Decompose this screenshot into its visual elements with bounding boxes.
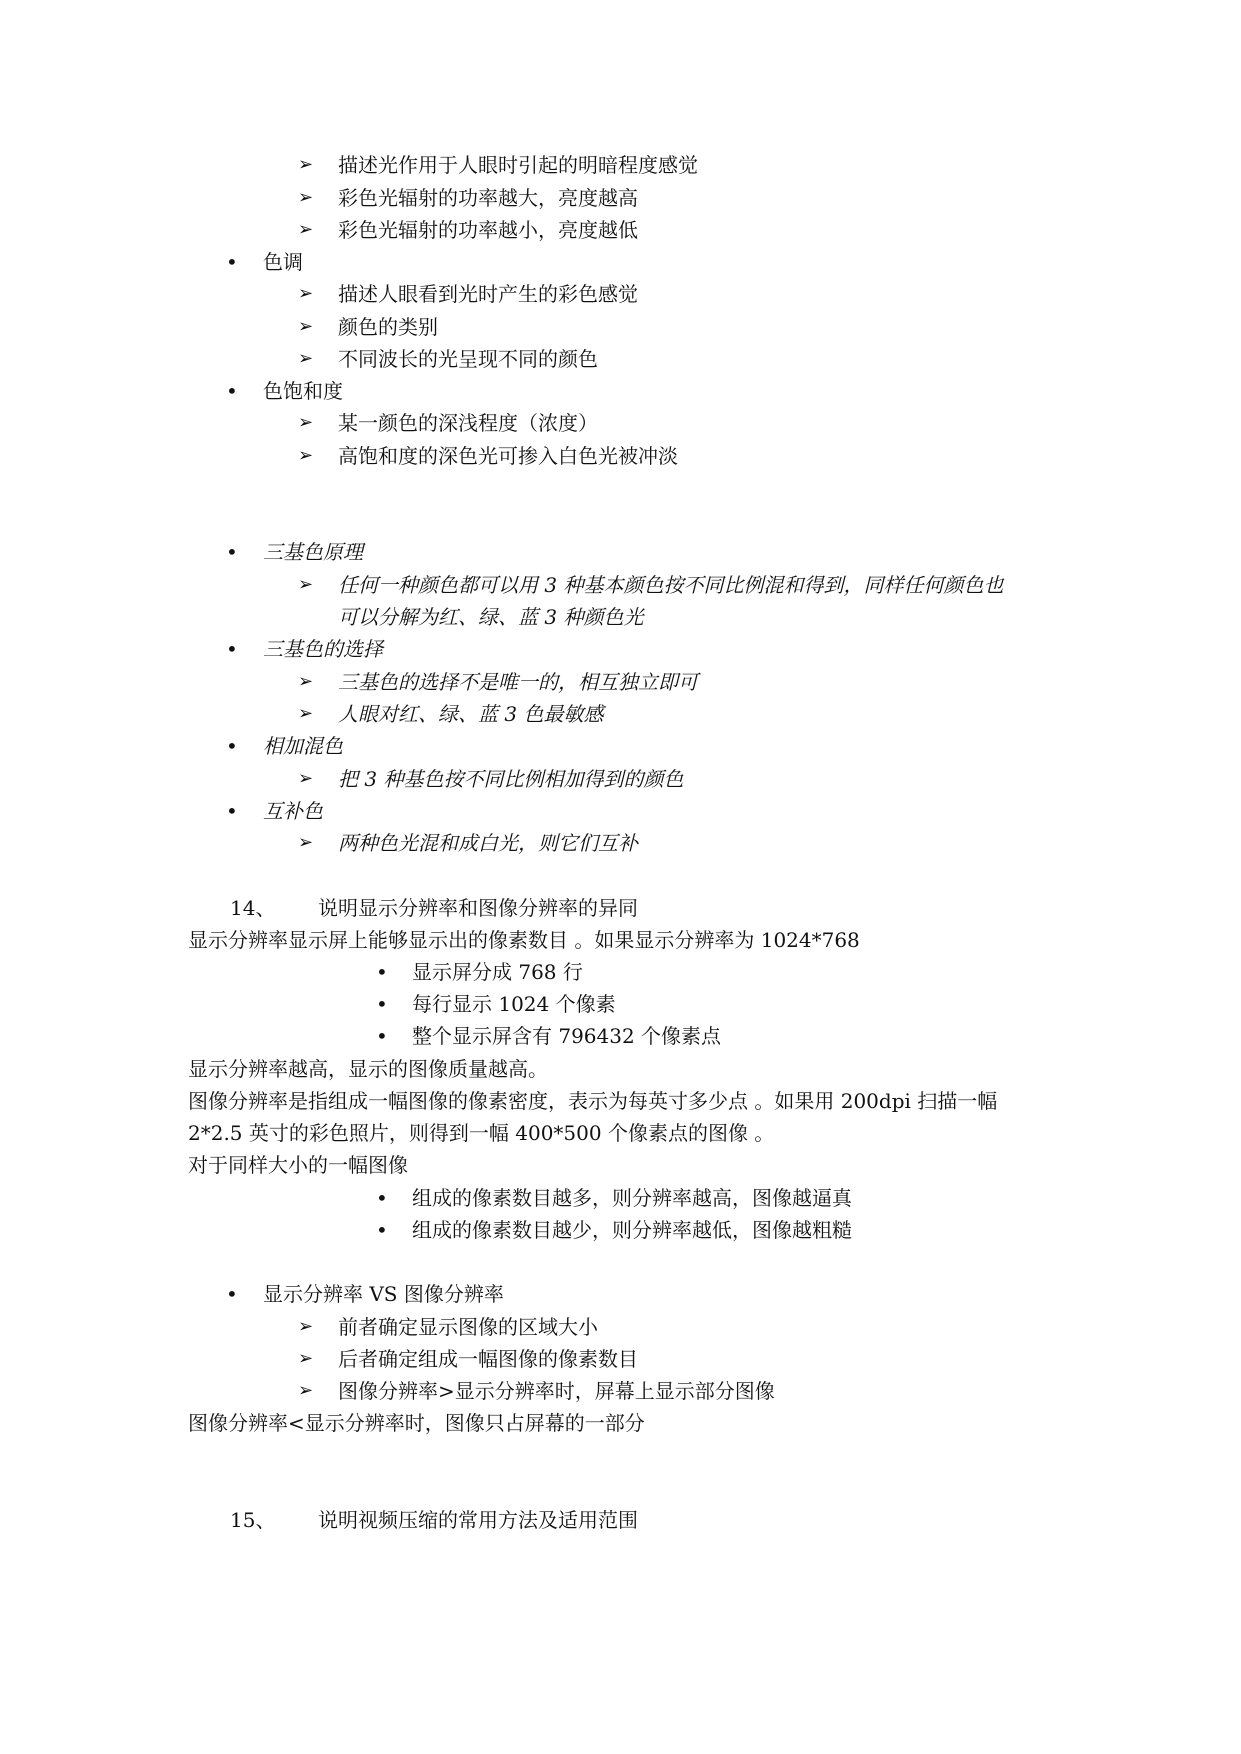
bullet-icon: • — [226, 379, 238, 403]
primaries-line-2: 可以分解为红、绿、蓝 3 种颜色光 — [338, 605, 644, 629]
brightness-item-3: 彩色光辐射的功率越小，亮度越低 — [338, 218, 638, 242]
q14-bullet-2: 每行显示 1024 个像素 — [412, 992, 616, 1016]
q14-paragraph-3a: 图像分辨率是指组成一幅图像的像素密度，表示为每英寸多少点 。如果用 200dpi 扫描一幅 — [188, 1089, 998, 1113]
bullet-icon: • — [226, 1282, 238, 1306]
primary-choice-title: 三基色的选择 — [263, 637, 383, 661]
q14-bullet-3: 整个显示屏含有 796432 个像素点 — [412, 1024, 722, 1048]
arrow-bullet-icon: ➢ — [298, 1316, 314, 1337]
arrow-bullet-icon: ➢ — [298, 768, 314, 789]
arrow-bullet-icon: ➢ — [298, 283, 314, 304]
arrow-bullet-icon: ➢ — [298, 1348, 314, 1369]
hue-item-2: 颜色的类别 — [338, 315, 438, 339]
q14-paragraph-3b: 2*2.5 英寸的彩色照片，则得到一幅 400*500 个像素点的图像 。 — [188, 1121, 775, 1145]
hue-item-3: 不同波长的光呈现不同的颜色 — [338, 347, 598, 371]
q14-bullet-1: 显示屏分成 768 行 — [412, 960, 583, 984]
q14-vs-item-1: 前者确定显示图像的区域大小 — [338, 1315, 598, 1339]
q14-vs-item-3: 图像分辨率>显示分辨率时，屏幕上显示部分图像 — [338, 1379, 775, 1403]
bullet-icon: • — [226, 734, 238, 758]
saturation-item-1: 某一颜色的深浅程度（浓度） — [338, 411, 598, 435]
q14-paragraph-4: 对于同样大小的一幅图像 — [188, 1153, 408, 1177]
q15-title: 说明视频压缩的常用方法及适用范围 — [318, 1508, 638, 1532]
arrow-bullet-icon: ➢ — [298, 574, 314, 595]
bullet-icon: • — [226, 250, 238, 274]
q14-title: 说明显示分辨率和图像分辨率的异同 — [318, 896, 638, 920]
arrow-bullet-icon: ➢ — [298, 316, 314, 337]
arrow-bullet-icon: ➢ — [298, 832, 314, 853]
arrow-bullet-icon: ➢ — [298, 412, 314, 433]
bullet-icon: • — [376, 960, 388, 984]
arrow-bullet-icon: ➢ — [298, 348, 314, 369]
bullet-icon: • — [226, 799, 238, 823]
complementary-item-1: 两种色光混和成白光，则它们互补 — [338, 831, 638, 855]
arrow-bullet-icon: ➢ — [298, 219, 314, 240]
q14-vs-title: 显示分辨率 VS 图像分辨率 — [263, 1282, 504, 1306]
primaries-title: 三基色原理 — [263, 540, 363, 564]
q14-paragraph-1: 显示分辨率显示屏上能够显示出的像素数目 。如果显示分辨率为 1024*768 — [188, 928, 860, 952]
primary-choice-item-1: 三基色的选择不是唯一的，相互独立即可 — [338, 670, 698, 694]
saturation-title: 色饱和度 — [263, 379, 343, 403]
saturation-item-2: 高饱和度的深色光可掺入白色光被冲淡 — [338, 444, 678, 468]
bullet-icon: • — [376, 1218, 388, 1242]
q15-number: 15、 — [230, 1508, 276, 1532]
primary-choice-item-2: 人眼对红、绿、蓝 3 色最敏感 — [338, 702, 604, 726]
q14-paragraph-2: 显示分辨率越高，显示的图像质量越高。 — [188, 1057, 548, 1081]
primaries-line-1: 任何一种颜色都可以用 3 种基本颜色按不同比例混和得到，同样任何颜色也 — [338, 573, 1004, 597]
bullet-icon: • — [376, 1024, 388, 1048]
hue-title: 色调 — [263, 250, 303, 274]
q14-paragraph-5: 图像分辨率<显示分辨率时，图像只占屏幕的一部分 — [188, 1411, 645, 1435]
hue-item-1: 描述人眼看到光时产生的彩色感觉 — [338, 282, 638, 306]
q14-bullet-5: 组成的像素数目越少，则分辨率越低，图像越粗糙 — [412, 1218, 852, 1242]
arrow-bullet-icon: ➢ — [298, 671, 314, 692]
arrow-bullet-icon: ➢ — [298, 703, 314, 724]
arrow-bullet-icon: ➢ — [298, 187, 314, 208]
bullet-icon: • — [376, 992, 388, 1016]
arrow-bullet-icon: ➢ — [298, 445, 314, 466]
additive-item-1: 把 3 种基色按不同比例相加得到的颜色 — [338, 767, 684, 791]
bullet-icon: • — [226, 637, 238, 661]
q14-bullet-4: 组成的像素数目越多，则分辨率越高，图像越逼真 — [412, 1186, 852, 1210]
bullet-icon: • — [226, 540, 238, 564]
q14-number: 14、 — [230, 896, 276, 920]
arrow-bullet-icon: ➢ — [298, 1380, 314, 1401]
arrow-bullet-icon: ➢ — [298, 154, 314, 175]
bullet-icon: • — [376, 1186, 388, 1210]
complementary-title: 互补色 — [263, 799, 323, 823]
brightness-item-2: 彩色光辐射的功率越大，亮度越高 — [338, 186, 638, 210]
q14-vs-item-2: 后者确定组成一幅图像的像素数目 — [338, 1347, 638, 1371]
brightness-item-1: 描述光作用于人眼时引起的明暗程度感觉 — [338, 153, 698, 177]
additive-title: 相加混色 — [263, 734, 343, 758]
